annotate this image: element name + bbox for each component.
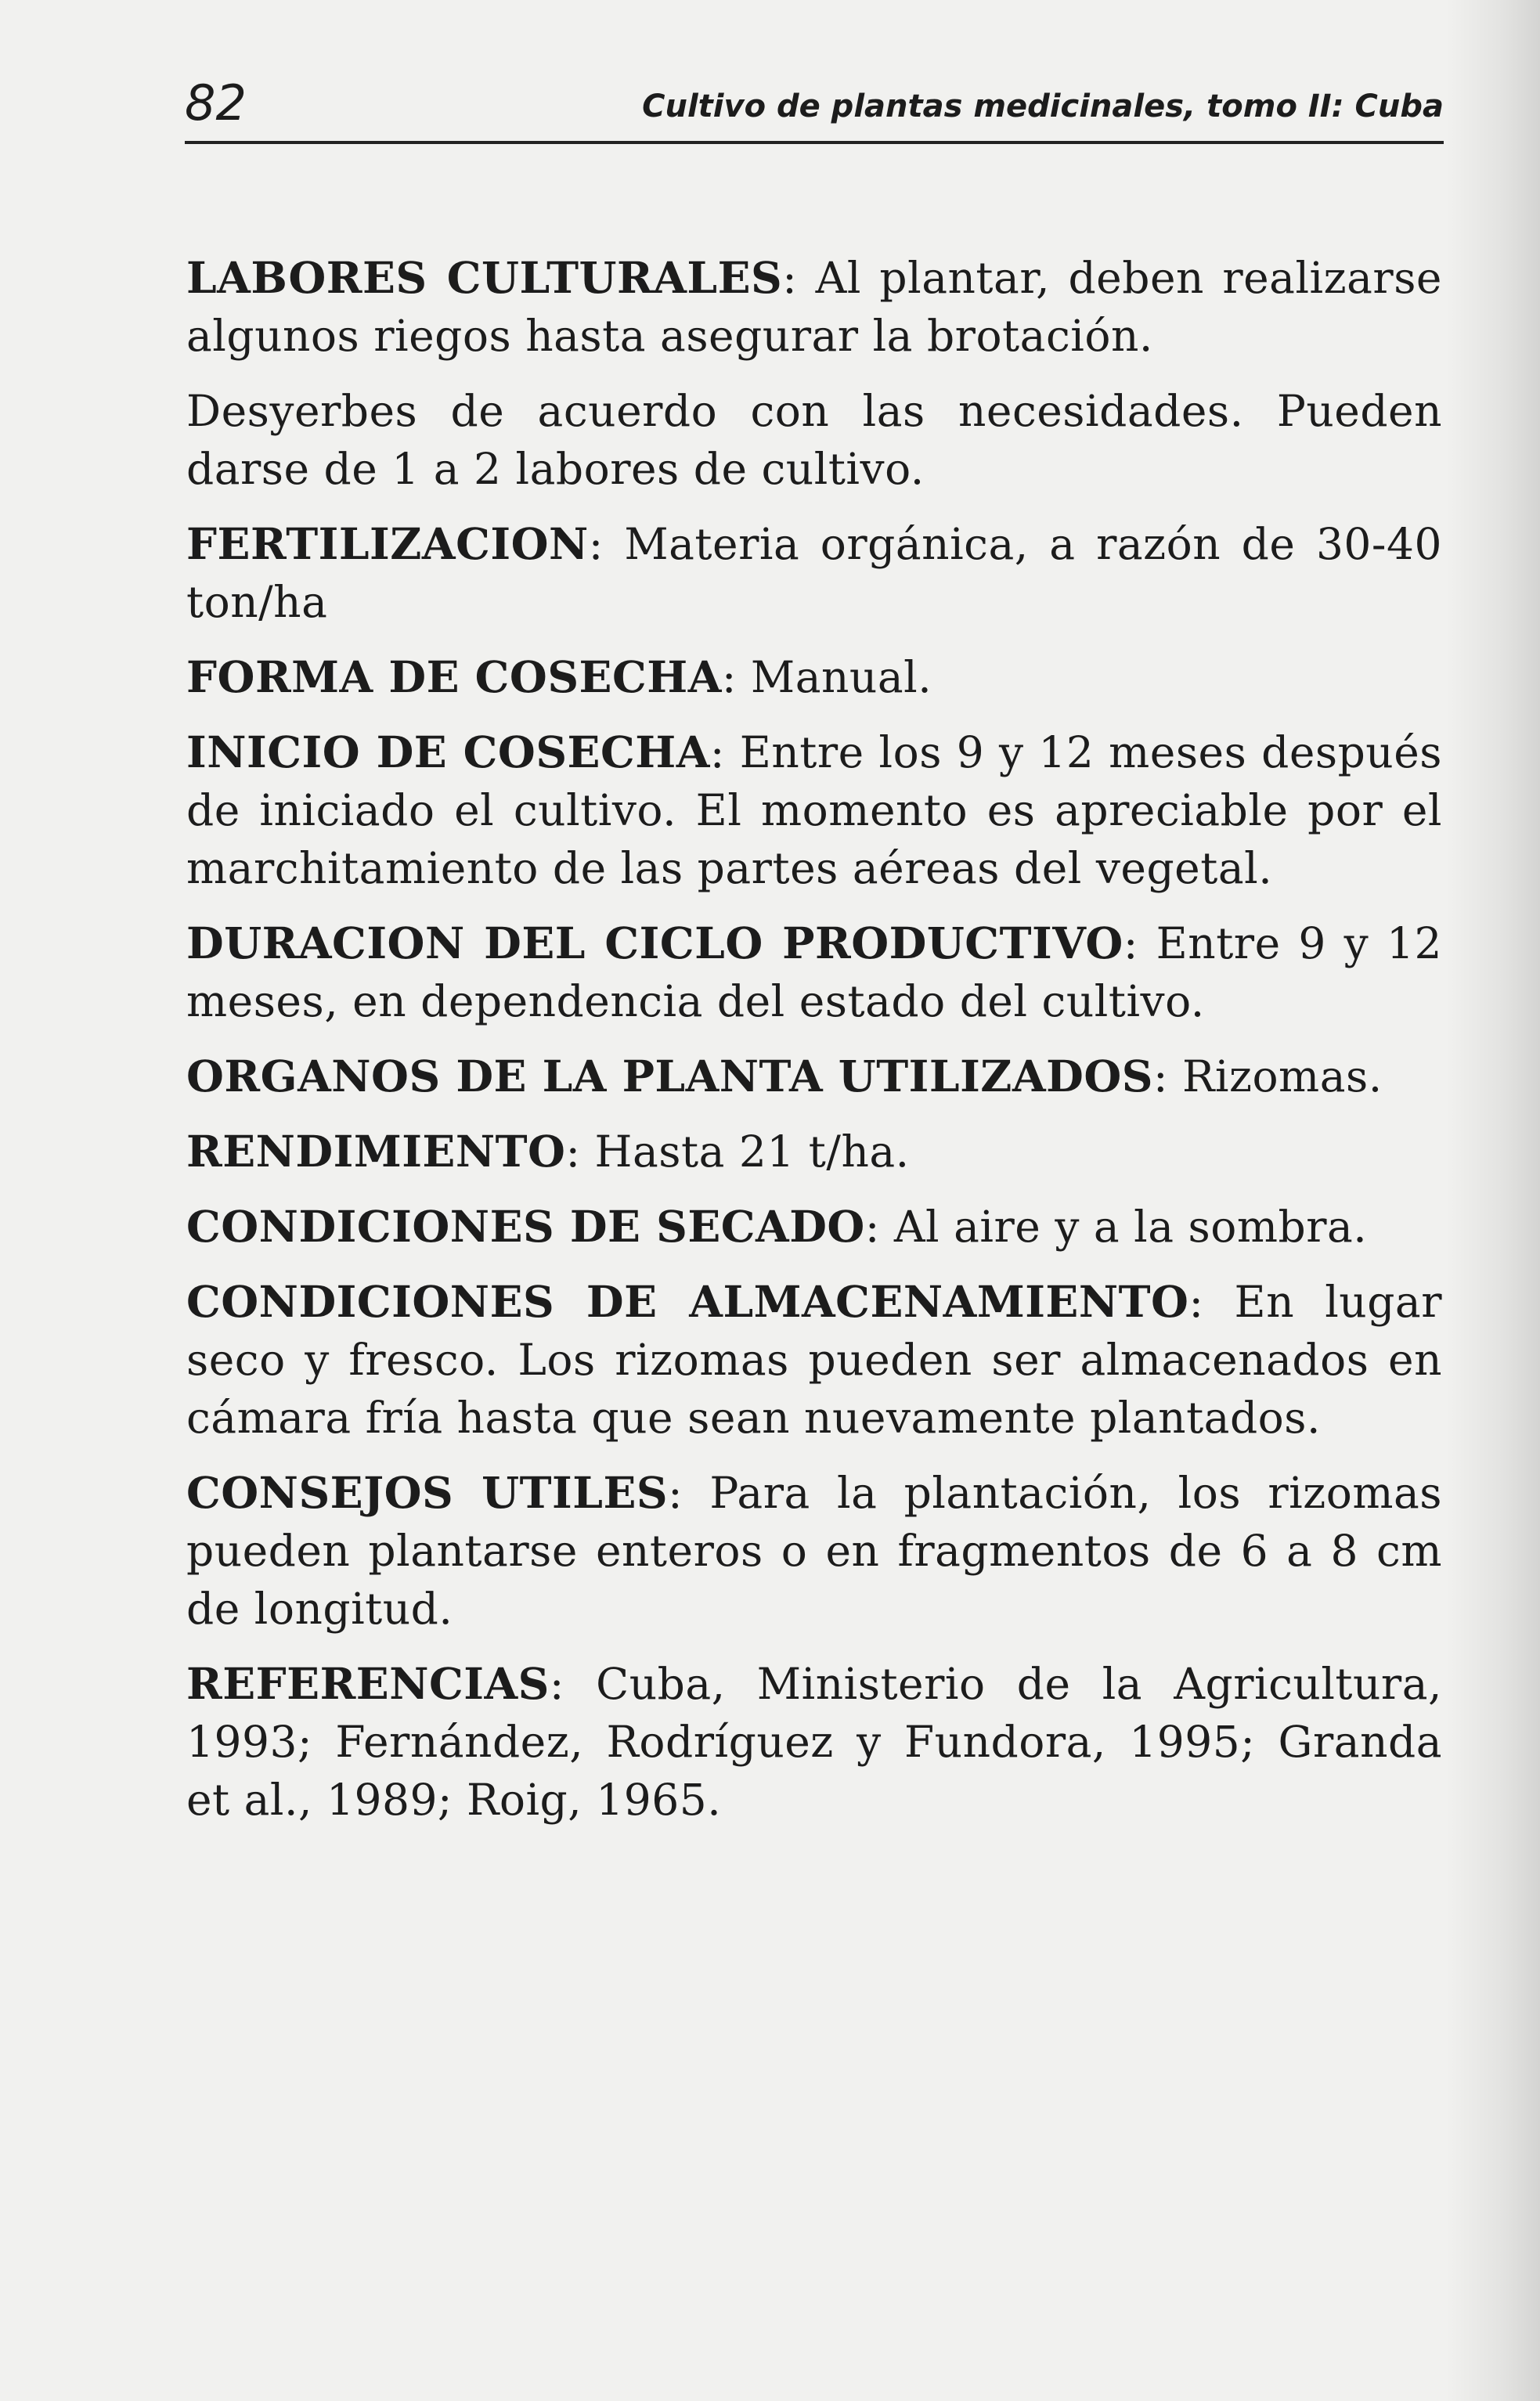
section-label: CONSEJOS UTILES [186,1467,669,1518]
page-edge-shadow [1446,0,1540,2401]
page-header [185,72,1444,144]
section-text: : Materia orgánica, a razón de 30-40 ton/ha [186,519,1442,627]
section-label: FERTILIZACION [186,518,589,569]
paragraph-consejos-utiles [186,1464,1442,1638]
paragraph-condiciones-almacenamiento [186,1273,1442,1447]
section-text: : Al plantar, deben realizarse algunos riegos hasta asegurar la brotación. [186,253,1442,361]
section-text: : En lugar seco y fresco. Los rizomas pueden ser almacenados en cámara fría hasta que sean nuevamente plantados. [186,1277,1442,1443]
section-label: LABORES CULTURALES [186,252,783,303]
running-title: Cultivo de plantas medicinales, tomo II: Cuba [642,88,1444,124]
section-text: : Entre los 9 y 12 meses después de iniciado el cultivo. El momento es apreciable por el marchitamiento de las partes aéreas del vegetal. [186,727,1442,893]
page-number: 82 [185,74,247,132]
section-label: FORMA DE COSECHA [186,651,722,702]
paragraph-duracion-ciclo [186,914,1442,1030]
section-text: : Hasta 21 t/ha. [565,1127,910,1177]
section-text: : Al aire y a la sombra. [864,1202,1368,1252]
paragraph-desyerbes [186,382,1442,498]
section-label: REFERENCIAS [186,1658,550,1709]
paragraph-fertilizacion [186,515,1442,631]
paragraph-forma-de-cosecha [186,648,1442,706]
paragraph-rendimiento [186,1123,1442,1181]
paragraph-referencias [186,1655,1442,1829]
section-label: DURACION DEL CICLO PRODUCTIVO [186,917,1123,968]
section-text: : Manual. [721,652,932,702]
section-text: : Rizomas. [1152,1051,1383,1101]
section-label: INICIO DE COSECHA [186,726,710,777]
paragraph-inicio-de-cosecha [186,723,1442,897]
section-text: Desyerbes de acuerdo con las necesidades. Pueden darse de 1 a 2 labores de cultivo. [186,386,1442,494]
paragraph-labores-culturales [186,249,1442,365]
section-text: : Entre 9 y 12 meses, en dependencia del estado del cultivo. [186,918,1442,1026]
section-text: : Cuba, Ministerio de la Agricultura, 1993; Fernández, Rodríguez y Fundora, 1995; Granda et al., 1989; Roig, 1965. [186,1659,1442,1825]
section-label: ORGANOS DE LA PLANTA UTILIZADOS [186,1051,1153,1101]
page-body [186,249,1442,1846]
section-label: CONDICIONES DE SECADO [186,1201,865,1252]
section-label: RENDIMIENTO [186,1126,566,1177]
section-text: : Para la plantación, los rizomas pueden plantarse enteros o en fragmentos de 6 a 8 cm de longitud. [186,1468,1442,1634]
section-label: CONDICIONES DE ALMACENAMIENTO [186,1276,1189,1327]
paragraph-condiciones-secado [186,1198,1442,1256]
paragraph-organos-utilizados [186,1047,1442,1105]
